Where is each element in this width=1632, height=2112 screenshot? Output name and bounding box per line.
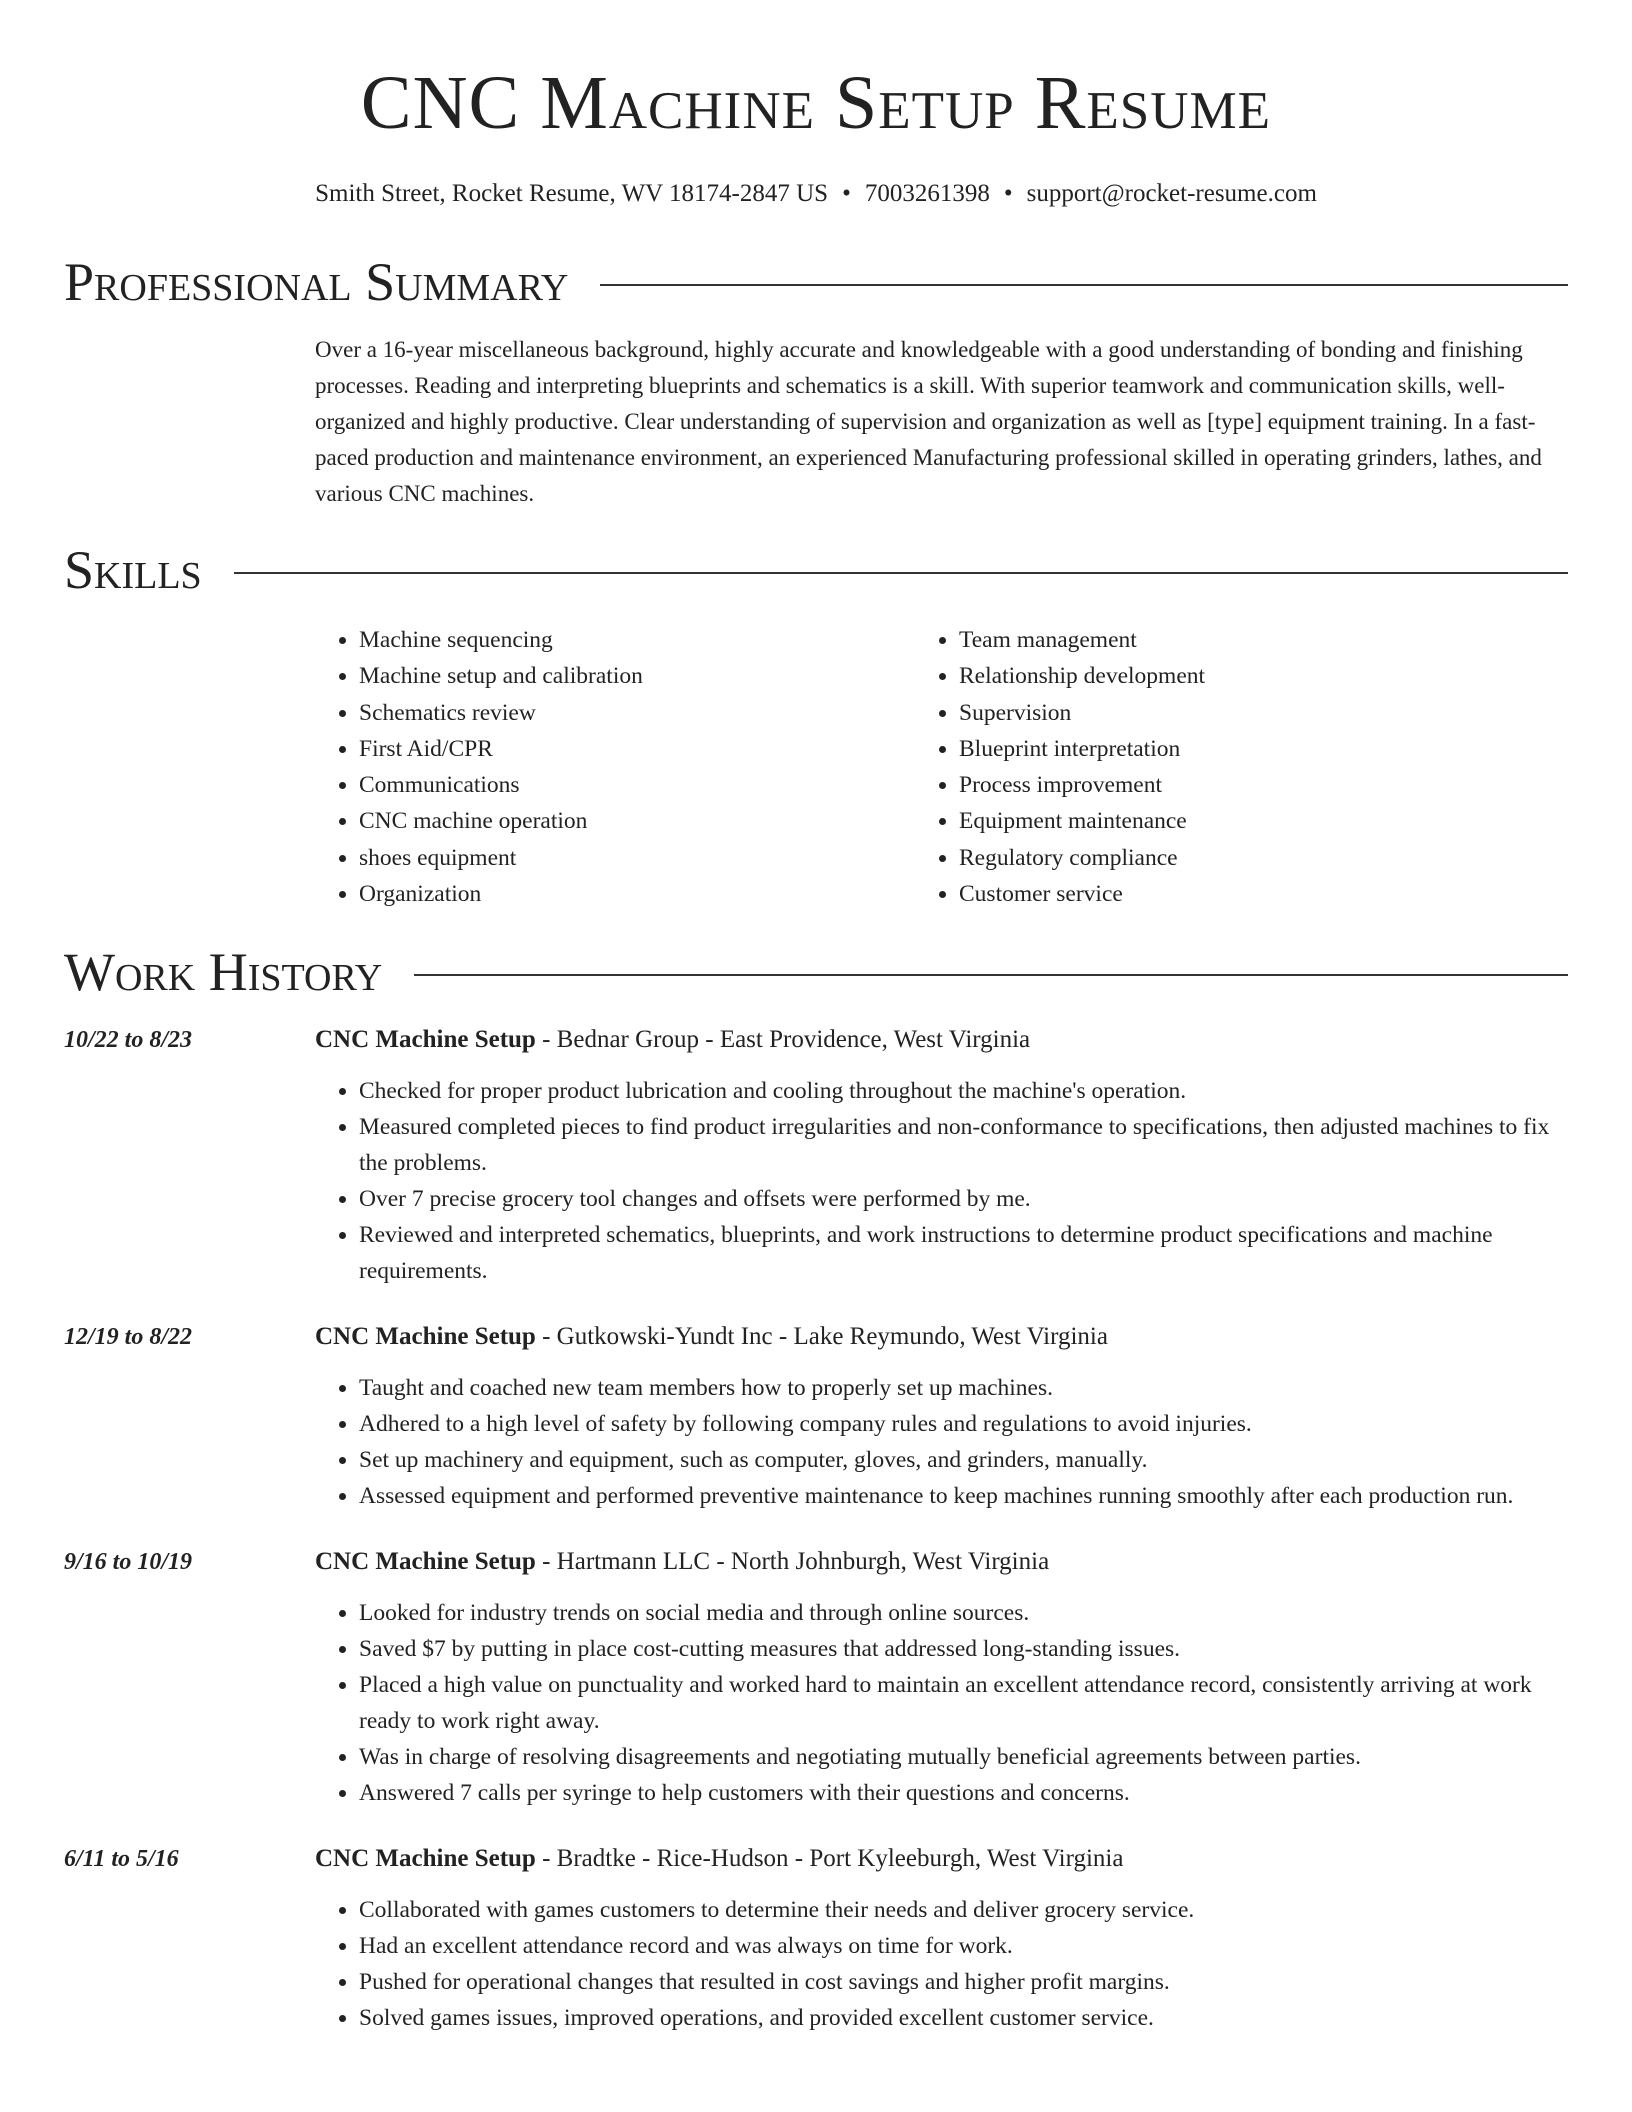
job-entry [64,1544,1568,1811]
section-divider [600,284,1568,286]
job-bullet: • Over 7 precise grocery tool changes and offsets were performed by me. [359,1181,1568,1217]
work-history-list [64,1022,1568,2036]
job-heading [315,1544,1568,1580]
job-bullet: • Solved games issues, improved operations, and provided excellent customer service. [359,2000,1568,2036]
job-dates: 9/16 to 10/19 [64,1549,193,1576]
summary-section-header [64,252,1568,312]
skill-item: • Machine setup and calibration [359,658,932,694]
job-bullet: • Assessed equipment and performed preventive maintenance to keep machines running smoothly after each production run. [359,1478,1568,1514]
skill-item: • CNC machine operation [359,803,932,839]
summary-text: Over a 16-year miscellaneous background, highly accurate and knowledgeable with a good understanding of bonding and finishing processes. Reading and interpreting blueprints and schematics is a skill. With superior teamwork and communication skills, well-organized and highly productive. Clear understanding of supervision and organization as well as [type] equipment training. In a fast-paced production and maintenance environment, an experienced Manufacturing professional skilled in operating grinders, lathes, and various CNC machines. [315,337,1542,506]
job-title: CNC Machine Setup [315,1845,536,1873]
job-heading [315,1022,1568,1058]
skill-item: • Communications [359,767,932,803]
job-title: CNC Machine Setup [315,1548,536,1576]
job-company: - Bednar Group - East Providence, West Virginia [535,1026,1031,1054]
job-dates: 10/22 to 8/23 [64,1027,193,1054]
skill-item: • Regulatory compliance [959,840,1549,876]
job-bullet: • Was in charge of resolving disagreements and negotiating mutually beneficial agreements between parties. [359,1739,1568,1775]
job-bullet: • Placed a high value on punctuality and worked hard to maintain an excellent attendance record, consistently arriving at work ready to work right away. [359,1667,1568,1739]
skill-item: • shoes equipment [359,840,932,876]
skill-item: • Organization [359,876,932,912]
contact-line [64,178,1568,210]
job-bullet: • Adhered to a high level of safety by following company rules and regulations to avoid injuries. [359,1406,1568,1442]
job-bullet: • Checked for proper product lubrication and cooling throughout the machine's operation. [359,1073,1568,1109]
job-details [315,1841,1568,2036]
job-bullet: • Saved $7 by putting in place cost-cutting measures that addressed long-standing issues. [359,1631,1568,1667]
job-details [315,1544,1568,1811]
job-bullet: • Had an excellent attendance record and was always on time for work. [359,1928,1568,1964]
resume-title: CNC Machine Setup Resume [360,61,1272,145]
skill-item: • Customer service [959,876,1549,912]
section-divider [414,974,1568,976]
contact-email: support@rocket-resume.com [1026,180,1317,207]
contact-separator: • [842,180,851,207]
skills-column-right [932,622,1549,912]
job-bullet: • Measured completed pieces to find product irregularities and non-conformance to specifications, then adjusted machines to fix the problems. [359,1109,1568,1181]
resume-page [64,0,1568,2036]
job-company: - Hartmann LLC - North Johnburgh, West Virginia [535,1548,1050,1576]
skill-item: • First Aid/CPR [359,731,932,767]
job-company: - Bradtke - Rice-Hudson - Port Kyleeburgh, West Virginia [535,1845,1124,1873]
job-bullets [315,1370,1568,1514]
skill-item: • Process improvement [959,767,1549,803]
job-bullet: • Taught and coached new team members how to properly set up machines. [359,1370,1568,1406]
contact-separator: • [1003,180,1013,207]
work-heading: Work History [64,942,383,1003]
job-heading [315,1841,1568,1877]
section-divider [234,572,1568,574]
job-bullet: • Pushed for operational changes that resulted in cost savings and higher profit margins. [359,1964,1568,2000]
job-title: CNC Machine Setup [315,1323,536,1351]
summary-heading: Professional Summary [64,252,569,312]
job-bullet: • Looked for industry trends on social media and through online sources. [359,1595,1568,1631]
job-bullets [315,1595,1568,1811]
skill-item: • Machine sequencing [359,622,932,658]
job-details [315,1319,1568,1514]
skill-item: • Blueprint interpretation [959,731,1549,767]
job-title: CNC Machine Setup [315,1026,536,1054]
job-details [315,1022,1568,1289]
skills-heading: Skills [64,540,202,600]
job-bullet: • Collaborated with games customers to determine their needs and deliver grocery service. [359,1892,1568,1928]
job-bullet: • Reviewed and interpreted schematics, blueprints, and work instructions to determine product specifications and machine requirements. [359,1217,1568,1289]
skill-item: • Supervision [959,695,1549,731]
job-company: - Gutkowski-Yundt Inc - Lake Reymundo, West Virginia [535,1323,1108,1351]
skills-list [315,622,1568,912]
job-dates: 6/11 to 5/16 [64,1846,179,1873]
skill-item: • Schematics review [359,695,932,731]
job-entry [64,1022,1568,1289]
job-bullet: • Set up machinery and equipment, such as computer, gloves, and grinders, manually. [359,1442,1568,1478]
skills-column-left [315,622,932,912]
skills-section-header [64,540,1568,600]
skill-item: • Equipment maintenance [959,803,1549,839]
skill-item: • Team management [959,622,1549,658]
job-heading [315,1319,1568,1355]
contact-address: Smith Street, Rocket Resume, WV 18174-2847 US [315,180,829,207]
job-bullets [315,1892,1568,2036]
job-entry [64,1841,1568,2036]
work-section-header [64,942,1568,1002]
job-bullet: • Answered 7 calls per syringe to help customers with their questions and concerns. [359,1775,1568,1811]
contact-phone: 7003261398 [864,180,990,207]
job-entry [64,1319,1568,1514]
skill-item: • Relationship development [959,658,1549,694]
job-dates: 12/19 to 8/22 [64,1324,193,1351]
job-bullets [315,1073,1568,1289]
